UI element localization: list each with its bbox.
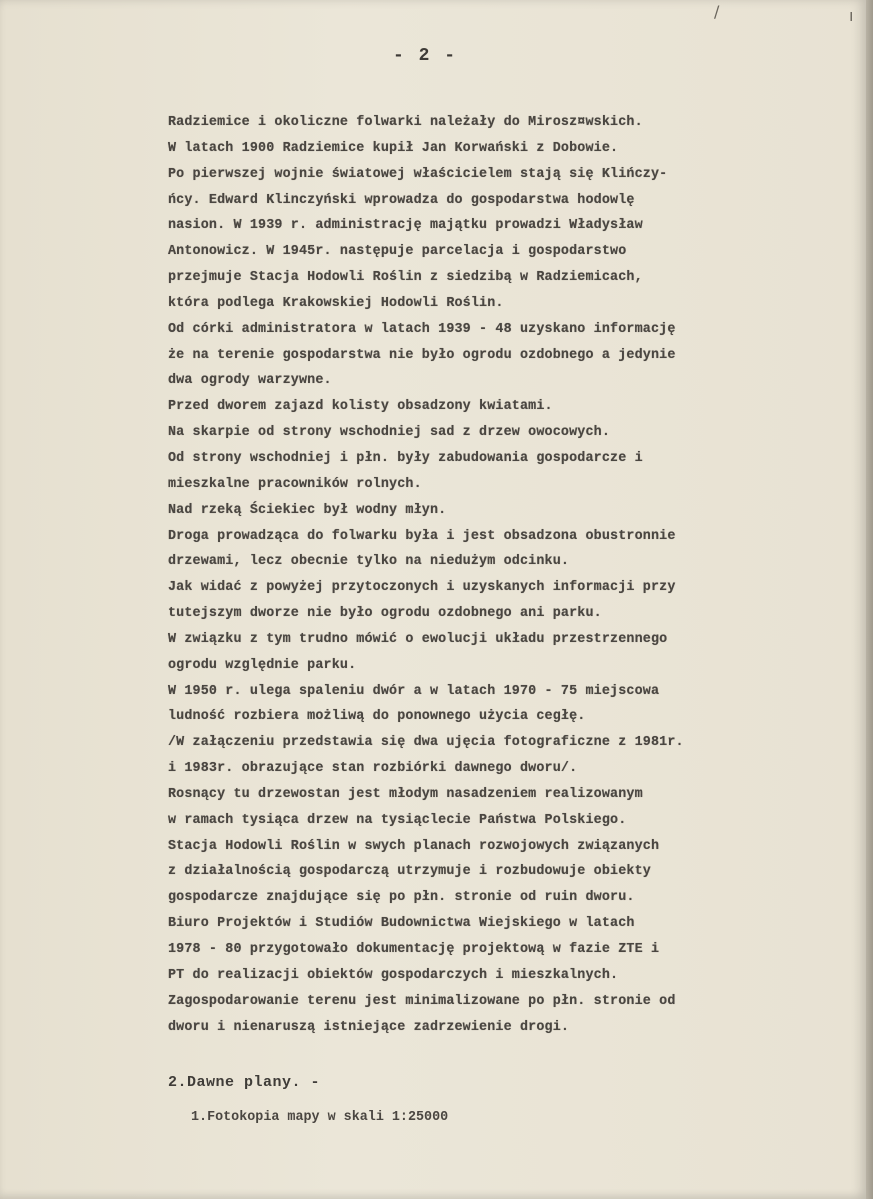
text-line: Radziemice i okoliczne folwarki należały do Mirosz¤wskich.	[168, 115, 643, 130]
text-line: dwa ogrody warzywne.	[168, 373, 332, 389]
text-line: W latach 1900 Radziemice kupił Jan Korwański z Dobowie.	[168, 140, 619, 156]
text-line: Od strony wschodniej i płn. były zabudowania gospodarcze i	[168, 450, 643, 466]
page-number: - 2 -	[393, 46, 458, 66]
pen-tick-mark: /	[714, 2, 720, 21]
text-line: która podlega Krakowskiej Hodowli Roślin.	[168, 295, 504, 311]
text-line: Rosnący tu drzewostan jest młodym nasadzeniem realizowanym	[168, 786, 643, 802]
text-line: Przed dworem zajazd kolisty obsadzony kwiatami.	[168, 399, 553, 415]
text-line: tutejszym dworze nie było ogrodu ozdobnego ani parku.	[168, 606, 602, 622]
text-line: że na terenie gospodarstwa nie było ogrodu ozdobnego a jedynie	[168, 347, 676, 363]
section-heading: 2.Dawne plany. -	[168, 1074, 321, 1091]
list-item: 1.Fotokopia mapy w skali 1:25000	[191, 1110, 449, 1125]
text-line: ńcy. Edward Klinczyński wprowadza do gospodarstwa hodowlę	[168, 192, 635, 208]
text-line: ogrodu względnie parku.	[168, 657, 357, 673]
text-line: gospodarcze znajdujące się po płn. stronie od ruin dworu.	[168, 890, 635, 906]
text-line: /W załączeniu przedstawia się dwa ujęcia fotograficzne z 1981r.	[168, 735, 684, 751]
text-line: i 1983r. obrazujące stan rozbiórki dawnego dworu/.	[168, 761, 578, 777]
text-line: Nad rzeką Ściekiec był wodny młyn.	[168, 502, 447, 518]
text-line: Na skarpie od strony wschodniej sad z drzew owocowych.	[168, 425, 611, 441]
text-line: W związku z tym trudno mówić o ewolucji układu przestrzennego	[168, 631, 668, 647]
body-paragraph	[168, 110, 858, 1040]
text-line: nasion. W 1939 r. administrację majątku prowadzi Władysław	[168, 218, 643, 234]
text-line: drzewami, lecz obecnie tylko na niedużym odcinku.	[168, 554, 570, 570]
text-line: Od córki administratora w latach 1939 - 48 uzyskano informację	[168, 321, 676, 337]
text-line: Po pierwszej wojnie światowej właścicielem stają się Klińczy-	[168, 166, 668, 182]
corner-mark: ı	[849, 6, 854, 25]
text-line: Zagospodarowanie terenu jest minimalizowane po płn. stronie od	[168, 993, 676, 1009]
text-line: 1978 - 80 przygotowało dokumentację projektową w fazie ZTE i	[168, 942, 660, 957]
text-line: Droga prowadząca do folwarku była i jest obsadzona obustronnie	[168, 528, 676, 544]
text-line: ludność rozbiera możliwą do ponownego użycia cegłę.	[168, 709, 586, 725]
text-line: W 1950 r. ulega spaleniu dwór a w latach 1970 - 75 miejscowa	[168, 683, 660, 699]
text-line: Antonowicz. W 1945r. następuje parcelacja i gospodarstwo	[168, 244, 627, 260]
page-edge	[866, 0, 873, 1199]
text-line: mieszkalne pracowników rolnych.	[168, 476, 422, 492]
text-line: Biuro Projektów i Studiów Budownictwa Wiejskiego w latach	[168, 916, 635, 932]
text-line: Stacja Hodowli Roślin w swych planach rozwojowych związanych	[168, 838, 660, 854]
text-line: przejmuje Stacja Hodowli Roślin z siedzibą w Radziemicach,	[168, 270, 643, 286]
text-line: PT do realizacji obiektów gospodarczych i mieszkalnych.	[168, 967, 619, 983]
text-line: dworu i nienaruszą istniejące zadrzewienie drogi.	[168, 1019, 570, 1035]
text-line: Jak widać z powyżej przytoczonych i uzyskanych informacji przy	[168, 580, 676, 596]
text-line: w ramach tysiąca drzew na tysiąclecie Państwa Polskiego.	[168, 812, 627, 828]
text-line: z działalnością gospodarczą utrzymuje i rozbudowuje obiekty	[168, 864, 651, 880]
